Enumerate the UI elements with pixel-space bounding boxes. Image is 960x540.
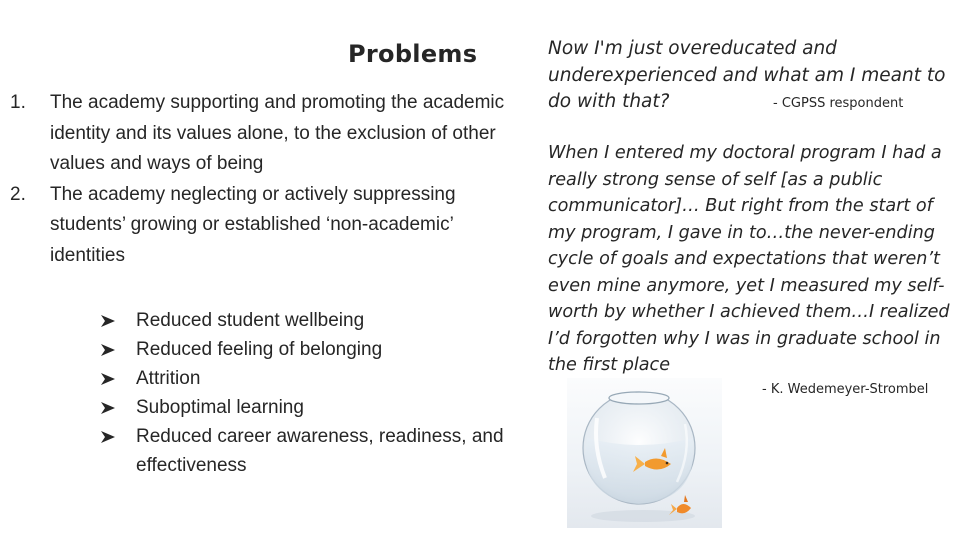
- consequence-text: Attrition: [136, 368, 201, 389]
- arrow-bullet-icon: [100, 372, 116, 386]
- consequence-text: Reduced career awareness, readiness, and effectiveness: [136, 426, 504, 476]
- problem-item: [10, 88, 520, 180]
- arrow-bullet-icon: [100, 314, 116, 328]
- problems-list: [10, 88, 520, 271]
- quote-attribution: - K. Wedemeyer-Strombel: [762, 382, 929, 397]
- problem-text: The academy supporting and promoting the academic identity and its values alone, to the exclusion of other values and ways of being: [50, 92, 505, 174]
- consequence-item: [100, 393, 530, 422]
- problem-item: [10, 180, 520, 272]
- slide-title: Problems: [348, 40, 478, 68]
- consequence-item: [100, 364, 530, 393]
- arrow-bullet-icon: [100, 343, 116, 357]
- arrow-bullet-icon: [100, 401, 116, 415]
- consequence-text: Reduced student wellbeing: [136, 310, 365, 331]
- quote-wedemeyer: When I entered my doctoral program I had a really strong sense of self [as a public communicator]… But right from the start of my program, I gave in to…the never-ending cycle of goals and expectations that weren’t even mine anymore, yet I measured my self-worth by whether I achieved them…I realized I’d forgotten why I was in graduate school in the first place: [548, 143, 950, 375]
- problem-number: 2.: [10, 183, 26, 205]
- problem-text: The academy neglecting or actively suppressing students’ growing or established ‘non-academic’ identities: [50, 183, 456, 266]
- jumped-goldfish-icon: [669, 495, 691, 515]
- consequences-list: [100, 306, 530, 480]
- fishbowl-goldfish-icon: [567, 378, 722, 528]
- consequence-item: [100, 335, 530, 364]
- consequence-text: Suboptimal learning: [136, 397, 304, 418]
- quote-cgpss: Now I'm just overeducated and underexperienced and what am I meant to do with that?: [548, 38, 946, 112]
- problem-number: 1.: [10, 92, 26, 113]
- consequence-text: Reduced feeling of belonging: [136, 339, 383, 360]
- fishbowl-photo: [567, 378, 722, 528]
- consequence-item: [100, 422, 530, 480]
- arrow-bullet-icon: [100, 430, 116, 444]
- quote-attribution: - CGPSS respondent: [773, 96, 904, 111]
- consequence-item: [100, 306, 530, 335]
